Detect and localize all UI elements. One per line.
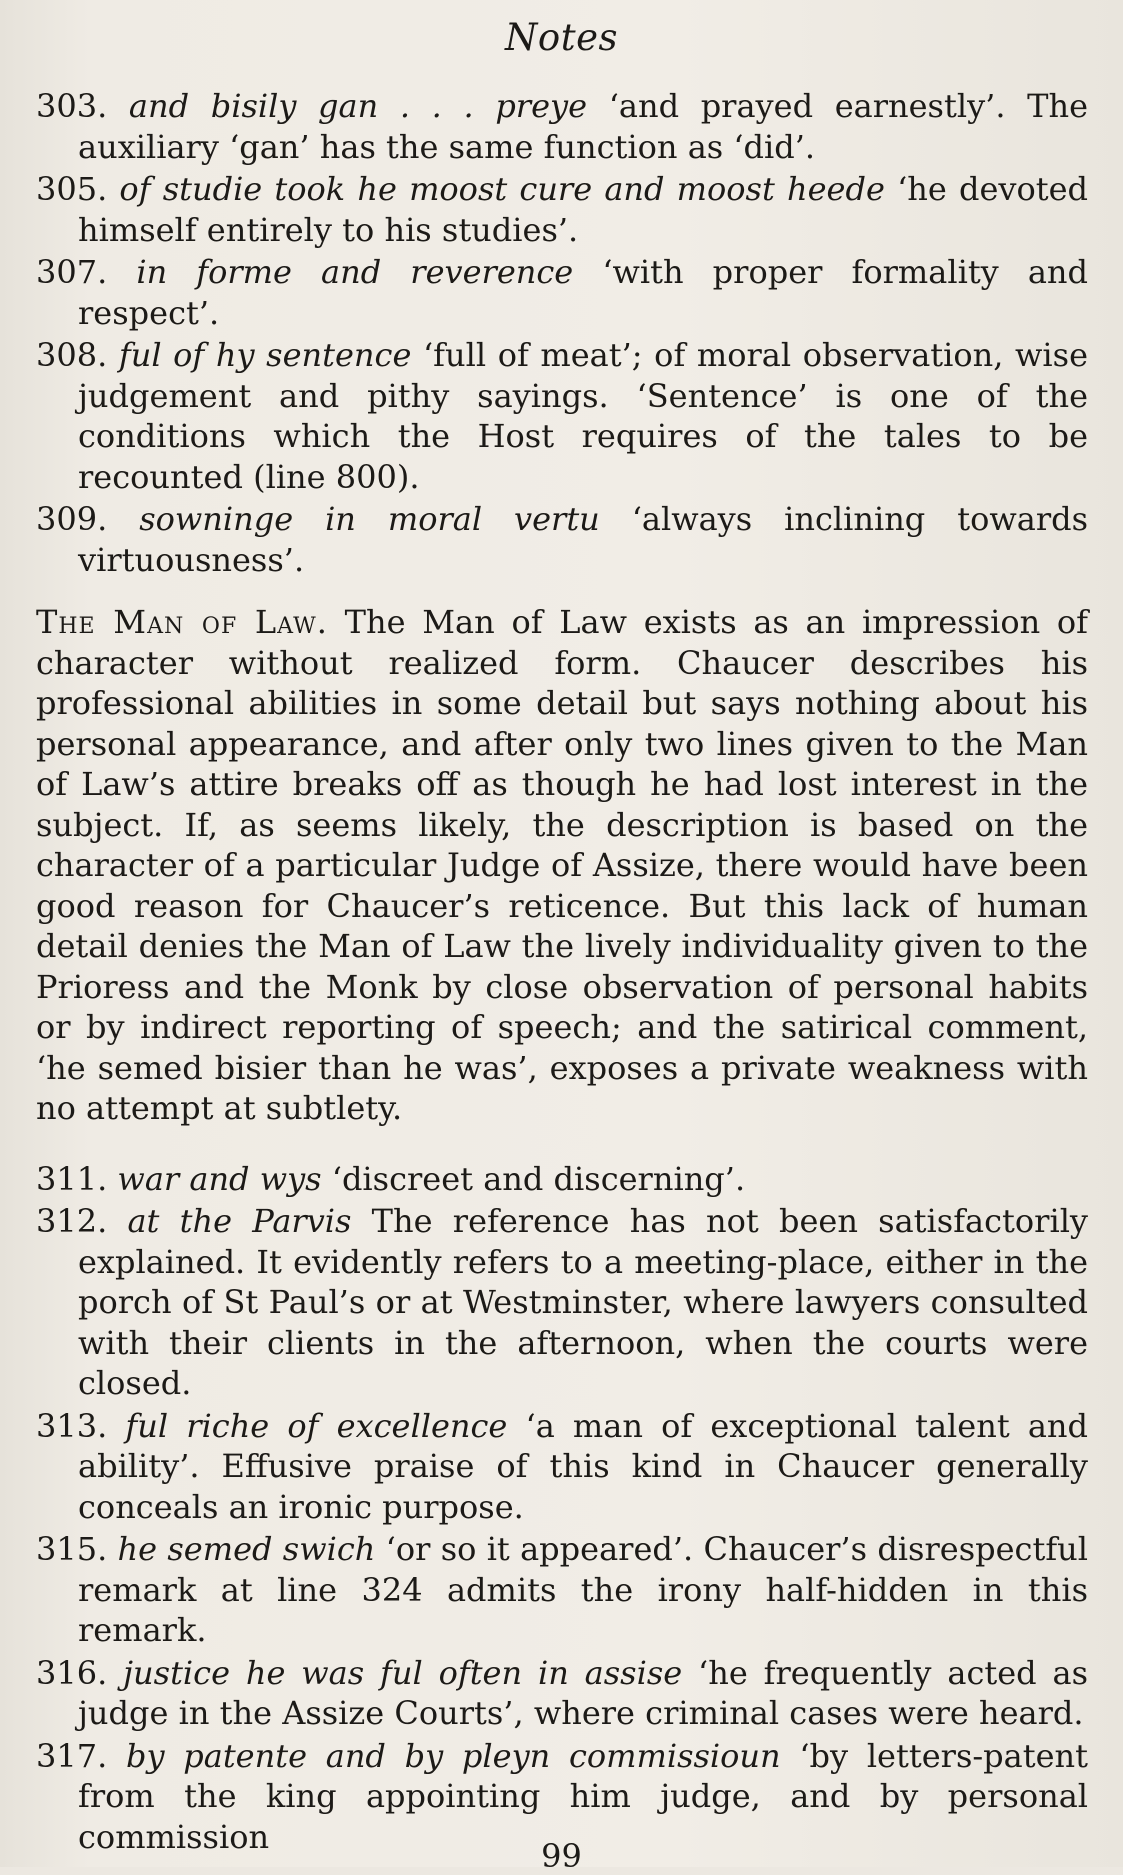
- note-gloss: ‘he devoted himself entirely to his studies’.: [78, 170, 1089, 249]
- note-line-number: 311.: [36, 1159, 108, 1198]
- notes-list-bottom: [36, 1159, 1088, 1858]
- note-lemma: by patente and by pleyn commissioun: [125, 1736, 781, 1775]
- note-line-number: 308.: [36, 336, 108, 374]
- note-entry: [36, 499, 1088, 580]
- note-lemma: justice he was ful often in assise: [123, 1653, 683, 1692]
- note-gloss: ‘a man of exceptional talent and ability’. Effusive praise of this kind in Chaucer generally conceals an ironic purpose.: [78, 1406, 1089, 1526]
- note-lemma: in forme and reverence: [136, 253, 574, 291]
- note-gloss: ‘and prayed earnestly’. The auxiliary ‘gan’ has the same function as ‘did’.: [78, 87, 1089, 166]
- page-number: 99: [541, 1837, 582, 1875]
- note-gloss: ‘always inclining towards virtuousness’.: [78, 500, 1089, 579]
- note-lemma: war and wys: [117, 1159, 322, 1198]
- note-line-number: 313.: [36, 1406, 108, 1445]
- note-gloss: The reference has not been satisfactorily explained. It evidently refers to a meeting-place, either in the porch of St Paul’s or at Westminster, where lawyers consulted with their clients in the afternoon, when the courts were closed.: [78, 1202, 1089, 1402]
- note-line-number: 303.: [36, 87, 108, 125]
- note-gloss: ‘by letters-patent from the king appointing him judge, and by personal commission: [78, 1736, 1088, 1856]
- note-entry: [36, 169, 1088, 250]
- note-line-number: 309.: [36, 500, 108, 538]
- note-lemma: he semed swich: [117, 1530, 376, 1568]
- note-entry: [36, 252, 1088, 333]
- note-lemma: sowninge in moral vertu: [139, 500, 600, 538]
- note-entry: [36, 1529, 1088, 1651]
- note-entry: [36, 1201, 1088, 1404]
- note-line-number: 305.: [36, 170, 108, 208]
- note-entry: [36, 1159, 1088, 1200]
- note-entry: [36, 1406, 1088, 1528]
- note-gloss: ‘he frequently acted as judge in the Assize Courts’, where criminal cases were heard.: [78, 1653, 1088, 1732]
- section-body: The Man of Law exists as an impression of character without realized form. Chaucer describes his professional abilities in some detail but says nothing about his personal appearance, and after only two lines given to the Man of Law’s attire breaks off as though he had lost interest in the subject. If, as seems likely, the description is based on the character of a particular Judge of Assize, there would have been good reason for Chaucer’s reticence. But this lack of human detail denies the Man of Law the lively individuality given to the Prioress and the Monk by close observation of personal habits or by indirect reporting of speech; and the satirical comment, ‘he semed bisier than he was’, exposes a private weakness with no attempt at subtlety.: [36, 603, 1089, 1127]
- note-entry: [36, 335, 1088, 497]
- note-lemma: of studie took he moost cure and moost heede: [119, 170, 885, 208]
- note-gloss: ‘with proper formality and respect’.: [78, 253, 1089, 332]
- note-lemma: at the Parvis: [127, 1202, 352, 1240]
- note-gloss: ‘discreet and discerning’.: [321, 1159, 746, 1198]
- note-entry: [36, 1653, 1088, 1734]
- note-line-number: 317.: [36, 1736, 108, 1775]
- notes-list-top: [36, 86, 1088, 580]
- note-line-number: 307.: [36, 253, 108, 291]
- man-of-law-section: [36, 602, 1088, 1129]
- note-entry: [36, 86, 1088, 167]
- note-gloss: ‘or so it appeared’. Chaucer’s disrespectful remark at line 324 admits the irony half-hidden in this remark.: [78, 1530, 1089, 1649]
- note-line-number: 312.: [36, 1202, 108, 1240]
- section-heading: The Man of Law.: [36, 603, 328, 641]
- note-line-number: 316.: [36, 1653, 108, 1692]
- page-title: Notes: [505, 16, 618, 59]
- note-lemma: ful riche of excellence: [125, 1406, 508, 1445]
- page-content: [36, 86, 1088, 1859]
- note-line-number: 315.: [36, 1530, 108, 1568]
- note-lemma: ful of hy sentence: [118, 336, 412, 374]
- note-lemma: and bisily gan . . . preye: [128, 87, 588, 125]
- note-gloss: ‘full of meat’; of moral observation, wise judgement and pithy sayings. ‘Sentence’ is one of the conditions which the Host requires of the tales to be recounted (line 800).: [78, 336, 1089, 496]
